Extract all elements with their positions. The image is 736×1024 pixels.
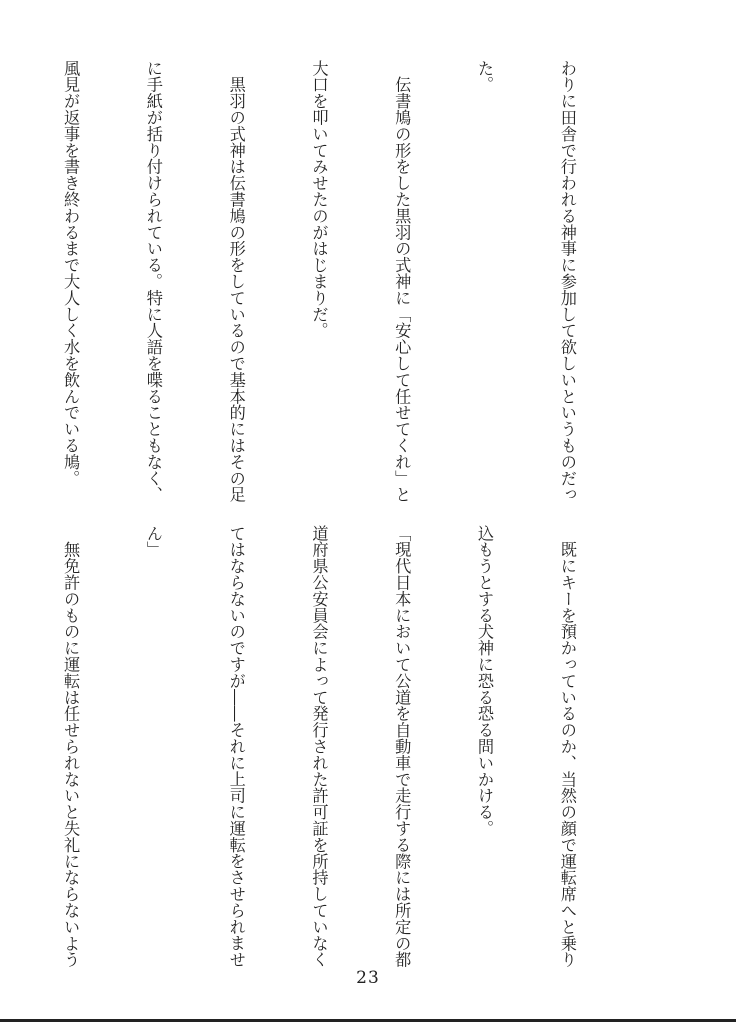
text-line: 風見が返事を書き終わるまで大人しく水を飲んでいる鳩。 xyxy=(61,60,81,487)
text-line: 大口を叩いてみせたのがはじまりだ。 xyxy=(309,60,329,339)
text-block-bottom xyxy=(0,525,636,968)
text-block-top xyxy=(0,60,636,503)
text-line: 既にキーを預かっているのか、当然の顔で運転席へと乗り xyxy=(557,525,577,968)
bottom-border xyxy=(0,1019,736,1022)
text-line xyxy=(0,60,1,500)
text-line: 「現代日本において公道を自動車で走行する際には所定の都 xyxy=(392,525,412,968)
text-line: 黒羽の式神は伝書鳩の形をしているので基本的にはその足 xyxy=(226,60,246,503)
text-line xyxy=(0,525,1,965)
text-line: た。 xyxy=(475,60,495,93)
text-line: てはならないのですが――それに上司に運転をさせられませ xyxy=(226,525,246,968)
text-line: わりに田舎で行われる神事に参加して欲しいというものだっ xyxy=(557,60,577,503)
text-line: 道府県公安員会によって発行された許可証を所持していなく xyxy=(309,525,329,968)
text-line: に手紙が括り付けられている。特に人語を喋ることもなく、 xyxy=(143,60,163,503)
text-line: 無免許のものに運転は任せられないと失礼にならないよう xyxy=(61,525,81,968)
page-number: 23 xyxy=(356,968,380,988)
text-line: ん」 xyxy=(143,525,163,558)
text-line: 込もうとする犬神に恐る恐る問いかける。 xyxy=(475,525,495,837)
text-line: 伝書鳩の形をした黒羽の式神に「安心して任せてくれ」と xyxy=(392,60,412,503)
